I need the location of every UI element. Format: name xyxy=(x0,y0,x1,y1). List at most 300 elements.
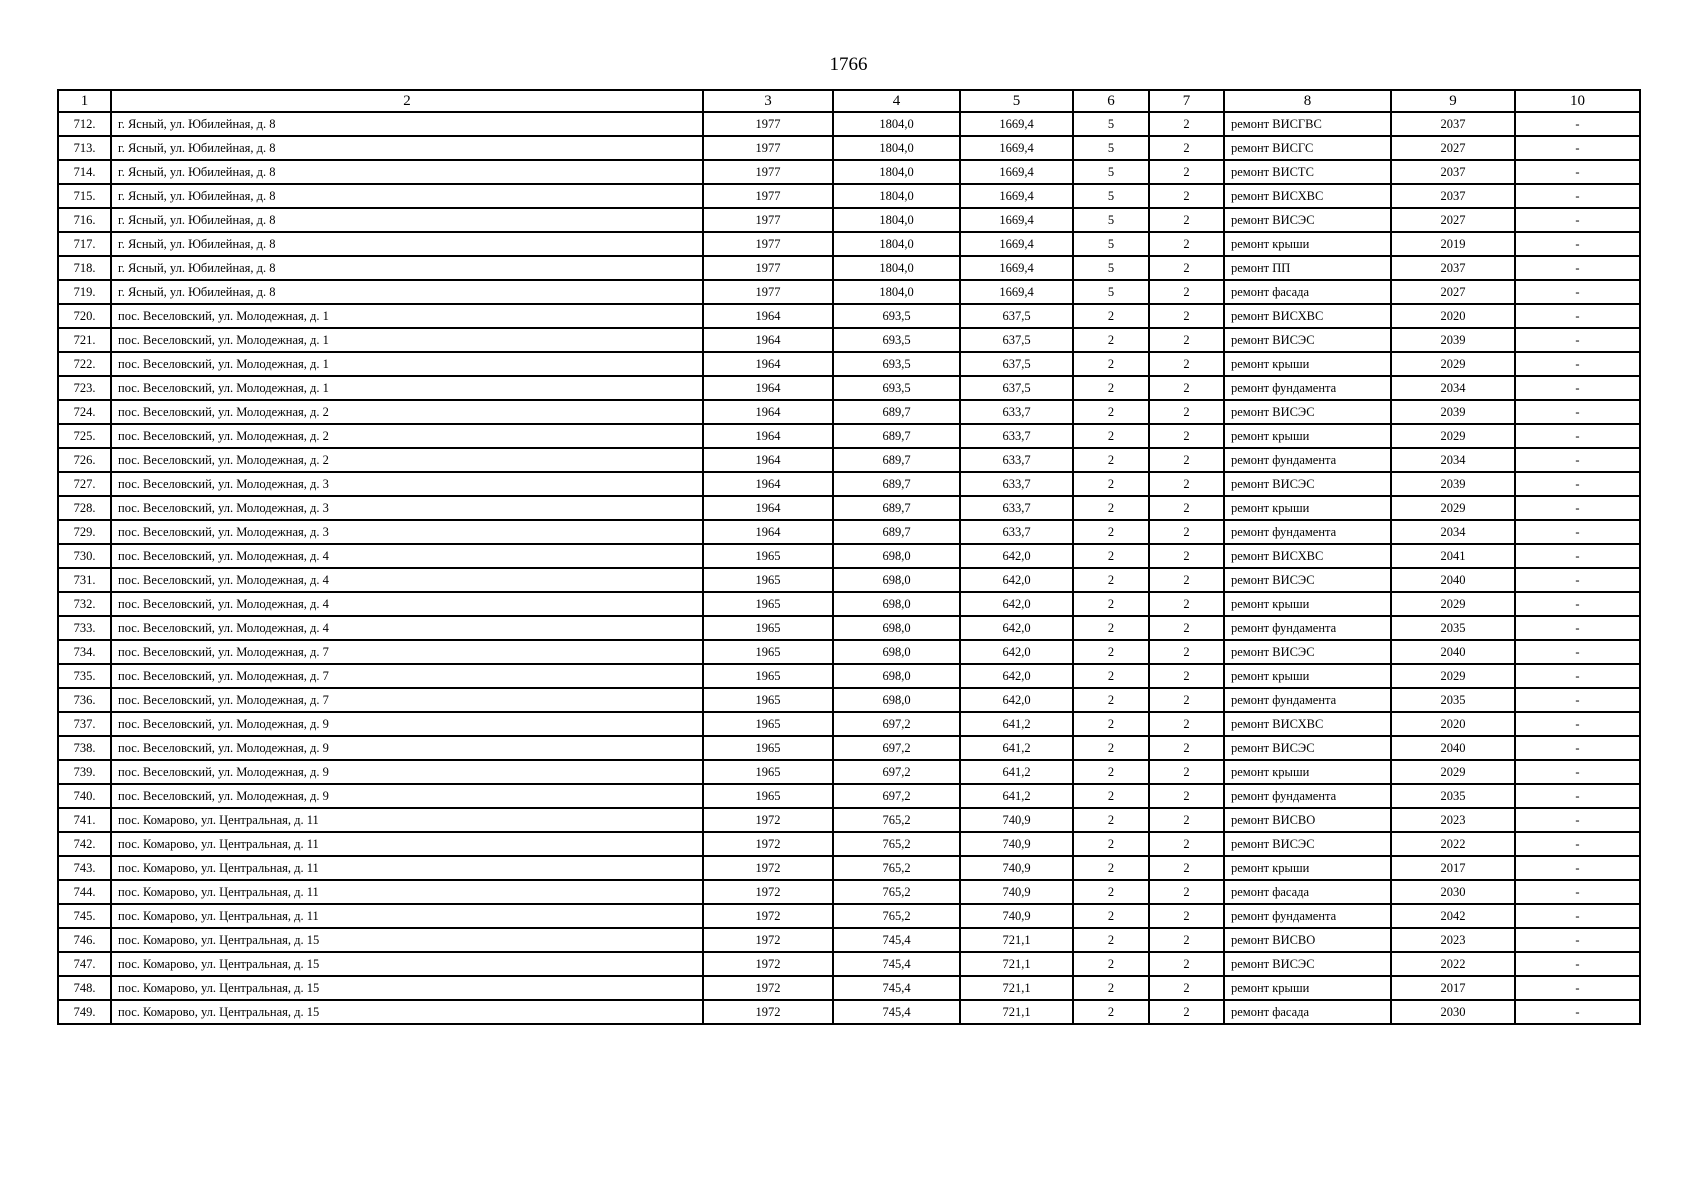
entrances-cell: 2 xyxy=(1149,1000,1224,1024)
planned-year-cell: 2035 xyxy=(1391,688,1515,712)
entrances-cell: 2 xyxy=(1149,616,1224,640)
row-number-cell: 730. xyxy=(58,544,111,568)
table-row xyxy=(58,904,1640,928)
total-area-cell: 689,7 xyxy=(833,424,960,448)
work-type-cell: ремонт ВИСЭС xyxy=(1224,952,1391,976)
year-built-cell: 1972 xyxy=(703,952,833,976)
entrances-cell: 2 xyxy=(1149,112,1224,136)
living-area-cell: 1669,4 xyxy=(960,208,1073,232)
floors-cell: 2 xyxy=(1073,808,1149,832)
year-built-cell: 1972 xyxy=(703,832,833,856)
note-cell: - xyxy=(1515,472,1640,496)
note-cell: - xyxy=(1515,784,1640,808)
planned-year-cell: 2029 xyxy=(1391,352,1515,376)
year-built-cell: 1965 xyxy=(703,736,833,760)
table-row xyxy=(58,568,1640,592)
year-built-cell: 1965 xyxy=(703,688,833,712)
entrances-cell: 2 xyxy=(1149,736,1224,760)
planned-year-cell: 2040 xyxy=(1391,736,1515,760)
floors-cell: 2 xyxy=(1073,448,1149,472)
table-row xyxy=(58,976,1640,1000)
note-cell: - xyxy=(1515,976,1640,1000)
repair-schedule-table xyxy=(57,89,1641,1025)
planned-year-cell: 2034 xyxy=(1391,448,1515,472)
floors-cell: 2 xyxy=(1073,856,1149,880)
total-area-cell: 765,2 xyxy=(833,880,960,904)
year-built-cell: 1965 xyxy=(703,640,833,664)
living-area-cell: 633,7 xyxy=(960,448,1073,472)
floors-cell: 2 xyxy=(1073,832,1149,856)
living-area-cell: 633,7 xyxy=(960,400,1073,424)
living-area-cell: 641,2 xyxy=(960,736,1073,760)
table-row xyxy=(58,424,1640,448)
work-type-cell: ремонт крыши xyxy=(1224,592,1391,616)
address-cell: пос. Веселовский, ул. Молодежная, д. 3 xyxy=(111,472,703,496)
entrances-cell: 2 xyxy=(1149,544,1224,568)
living-area-cell: 642,0 xyxy=(960,592,1073,616)
floors-cell: 2 xyxy=(1073,928,1149,952)
work-type-cell: ремонт крыши xyxy=(1224,856,1391,880)
row-number-cell: 729. xyxy=(58,520,111,544)
year-built-cell: 1965 xyxy=(703,712,833,736)
total-area-cell: 689,7 xyxy=(833,472,960,496)
living-area-cell: 637,5 xyxy=(960,352,1073,376)
living-area-cell: 740,9 xyxy=(960,856,1073,880)
floors-cell: 2 xyxy=(1073,760,1149,784)
living-area-cell: 633,7 xyxy=(960,520,1073,544)
note-cell: - xyxy=(1515,712,1640,736)
work-type-cell: ремонт ВИСЭС xyxy=(1224,640,1391,664)
work-type-cell: ремонт ВИСЭС xyxy=(1224,472,1391,496)
address-cell: г. Ясный, ул. Юбилейная, д. 8 xyxy=(111,280,703,304)
planned-year-cell: 2029 xyxy=(1391,496,1515,520)
floors-cell: 2 xyxy=(1073,880,1149,904)
year-built-cell: 1965 xyxy=(703,760,833,784)
work-type-cell: ремонт ВИСЭС xyxy=(1224,208,1391,232)
row-number-cell: 725. xyxy=(58,424,111,448)
planned-year-cell: 2030 xyxy=(1391,880,1515,904)
total-area-cell: 689,7 xyxy=(833,400,960,424)
living-area-cell: 1669,4 xyxy=(960,160,1073,184)
total-area-cell: 765,2 xyxy=(833,808,960,832)
note-cell: - xyxy=(1515,832,1640,856)
living-area-cell: 637,5 xyxy=(960,304,1073,328)
work-type-cell: ремонт ВИСХВС xyxy=(1224,544,1391,568)
table-row xyxy=(58,664,1640,688)
table-row xyxy=(58,256,1640,280)
planned-year-cell: 2035 xyxy=(1391,616,1515,640)
entrances-cell: 2 xyxy=(1149,208,1224,232)
floors-cell: 2 xyxy=(1073,784,1149,808)
living-area-cell: 1669,4 xyxy=(960,256,1073,280)
total-area-cell: 697,2 xyxy=(833,712,960,736)
work-type-cell: ремонт фасада xyxy=(1224,880,1391,904)
work-type-cell: ремонт фундамента xyxy=(1224,616,1391,640)
floors-cell: 2 xyxy=(1073,496,1149,520)
row-number-cell: 715. xyxy=(58,184,111,208)
note-cell: - xyxy=(1515,400,1640,424)
row-number-cell: 722. xyxy=(58,352,111,376)
row-number-cell: 720. xyxy=(58,304,111,328)
living-area-cell: 641,2 xyxy=(960,712,1073,736)
row-number-cell: 718. xyxy=(58,256,111,280)
planned-year-cell: 2035 xyxy=(1391,784,1515,808)
year-built-cell: 1965 xyxy=(703,568,833,592)
floors-cell: 5 xyxy=(1073,112,1149,136)
row-number-cell: 716. xyxy=(58,208,111,232)
table-row xyxy=(58,640,1640,664)
table-row xyxy=(58,352,1640,376)
living-area-cell: 642,0 xyxy=(960,568,1073,592)
note-cell: - xyxy=(1515,664,1640,688)
entrances-cell: 2 xyxy=(1149,952,1224,976)
address-cell: пос. Веселовский, ул. Молодежная, д. 3 xyxy=(111,496,703,520)
address-cell: пос. Комарово, ул. Центральная, д. 11 xyxy=(111,904,703,928)
table-row xyxy=(58,496,1640,520)
entrances-cell: 2 xyxy=(1149,280,1224,304)
planned-year-cell: 2040 xyxy=(1391,640,1515,664)
column-header: 9 xyxy=(1391,90,1515,112)
total-area-cell: 689,7 xyxy=(833,520,960,544)
table-row xyxy=(58,520,1640,544)
address-cell: пос. Комарово, ул. Центральная, д. 11 xyxy=(111,856,703,880)
table-row xyxy=(58,280,1640,304)
total-area-cell: 698,0 xyxy=(833,640,960,664)
total-area-cell: 745,4 xyxy=(833,1000,960,1024)
planned-year-cell: 2023 xyxy=(1391,928,1515,952)
total-area-cell: 745,4 xyxy=(833,952,960,976)
living-area-cell: 740,9 xyxy=(960,880,1073,904)
planned-year-cell: 2039 xyxy=(1391,472,1515,496)
table-row xyxy=(58,712,1640,736)
work-type-cell: ремонт фундамента xyxy=(1224,784,1391,808)
entrances-cell: 2 xyxy=(1149,760,1224,784)
entrances-cell: 2 xyxy=(1149,592,1224,616)
table-row xyxy=(58,472,1640,496)
address-cell: пос. Веселовский, ул. Молодежная, д. 1 xyxy=(111,376,703,400)
entrances-cell: 2 xyxy=(1149,352,1224,376)
table-row xyxy=(58,136,1640,160)
note-cell: - xyxy=(1515,184,1640,208)
row-number-cell: 740. xyxy=(58,784,111,808)
floors-cell: 2 xyxy=(1073,304,1149,328)
entrances-cell: 2 xyxy=(1149,256,1224,280)
planned-year-cell: 2017 xyxy=(1391,976,1515,1000)
entrances-cell: 2 xyxy=(1149,808,1224,832)
address-cell: пос. Веселовский, ул. Молодежная, д. 7 xyxy=(111,640,703,664)
planned-year-cell: 2029 xyxy=(1391,592,1515,616)
row-number-cell: 735. xyxy=(58,664,111,688)
total-area-cell: 1804,0 xyxy=(833,256,960,280)
living-area-cell: 641,2 xyxy=(960,784,1073,808)
row-number-cell: 724. xyxy=(58,400,111,424)
floors-cell: 5 xyxy=(1073,208,1149,232)
total-area-cell: 698,0 xyxy=(833,664,960,688)
living-area-cell: 740,9 xyxy=(960,904,1073,928)
row-number-cell: 749. xyxy=(58,1000,111,1024)
entrances-cell: 2 xyxy=(1149,568,1224,592)
address-cell: пос. Веселовский, ул. Молодежная, д. 2 xyxy=(111,400,703,424)
year-built-cell: 1977 xyxy=(703,112,833,136)
address-cell: г. Ясный, ул. Юбилейная, д. 8 xyxy=(111,136,703,160)
year-built-cell: 1972 xyxy=(703,808,833,832)
planned-year-cell: 2022 xyxy=(1391,952,1515,976)
table-row xyxy=(58,880,1640,904)
address-cell: пос. Комарово, ул. Центральная, д. 11 xyxy=(111,880,703,904)
floors-cell: 2 xyxy=(1073,976,1149,1000)
total-area-cell: 698,0 xyxy=(833,688,960,712)
floors-cell: 2 xyxy=(1073,376,1149,400)
table-row xyxy=(58,808,1640,832)
year-built-cell: 1965 xyxy=(703,616,833,640)
entrances-cell: 2 xyxy=(1149,232,1224,256)
living-area-cell: 721,1 xyxy=(960,976,1073,1000)
year-built-cell: 1972 xyxy=(703,880,833,904)
row-number-cell: 721. xyxy=(58,328,111,352)
year-built-cell: 1964 xyxy=(703,448,833,472)
row-number-cell: 742. xyxy=(58,832,111,856)
table-row xyxy=(58,376,1640,400)
note-cell: - xyxy=(1515,688,1640,712)
floors-cell: 2 xyxy=(1073,616,1149,640)
floors-cell: 2 xyxy=(1073,1000,1149,1024)
table-row xyxy=(58,784,1640,808)
work-type-cell: ремонт крыши xyxy=(1224,664,1391,688)
address-cell: пос. Веселовский, ул. Молодежная, д. 9 xyxy=(111,712,703,736)
total-area-cell: 689,7 xyxy=(833,496,960,520)
work-type-cell: ремонт крыши xyxy=(1224,232,1391,256)
table-row xyxy=(58,616,1640,640)
floors-cell: 5 xyxy=(1073,136,1149,160)
total-area-cell: 697,2 xyxy=(833,784,960,808)
planned-year-cell: 2034 xyxy=(1391,376,1515,400)
address-cell: пос. Веселовский, ул. Молодежная, д. 2 xyxy=(111,424,703,448)
year-built-cell: 1977 xyxy=(703,160,833,184)
year-built-cell: 1964 xyxy=(703,472,833,496)
column-header: 10 xyxy=(1515,90,1640,112)
floors-cell: 2 xyxy=(1073,952,1149,976)
work-type-cell: ремонт ВИСГС xyxy=(1224,136,1391,160)
total-area-cell: 693,5 xyxy=(833,352,960,376)
column-header: 1 xyxy=(58,90,111,112)
work-type-cell: ремонт ВИСХВС xyxy=(1224,304,1391,328)
entrances-cell: 2 xyxy=(1149,160,1224,184)
total-area-cell: 745,4 xyxy=(833,976,960,1000)
total-area-cell: 698,0 xyxy=(833,616,960,640)
entrances-cell: 2 xyxy=(1149,424,1224,448)
row-number-cell: 737. xyxy=(58,712,111,736)
page-number: 1766 xyxy=(829,54,868,75)
floors-cell: 2 xyxy=(1073,688,1149,712)
table-row xyxy=(58,760,1640,784)
total-area-cell: 1804,0 xyxy=(833,112,960,136)
year-built-cell: 1965 xyxy=(703,544,833,568)
row-number-cell: 734. xyxy=(58,640,111,664)
planned-year-cell: 2020 xyxy=(1391,304,1515,328)
row-number-cell: 744. xyxy=(58,880,111,904)
living-area-cell: 1669,4 xyxy=(960,184,1073,208)
row-number-cell: 733. xyxy=(58,616,111,640)
table-row xyxy=(58,400,1640,424)
note-cell: - xyxy=(1515,448,1640,472)
entrances-cell: 2 xyxy=(1149,832,1224,856)
address-cell: пос. Веселовский, ул. Молодежная, д. 4 xyxy=(111,568,703,592)
entrances-cell: 2 xyxy=(1149,520,1224,544)
table-row xyxy=(58,856,1640,880)
total-area-cell: 745,4 xyxy=(833,928,960,952)
work-type-cell: ремонт фундамента xyxy=(1224,688,1391,712)
planned-year-cell: 2039 xyxy=(1391,328,1515,352)
living-area-cell: 633,7 xyxy=(960,424,1073,448)
work-type-cell: ремонт ВИСХВС xyxy=(1224,184,1391,208)
note-cell: - xyxy=(1515,544,1640,568)
address-cell: пос. Комарово, ул. Центральная, д. 15 xyxy=(111,952,703,976)
column-header: 3 xyxy=(703,90,833,112)
floors-cell: 2 xyxy=(1073,592,1149,616)
entrances-cell: 2 xyxy=(1149,376,1224,400)
year-built-cell: 1972 xyxy=(703,856,833,880)
row-number-cell: 728. xyxy=(58,496,111,520)
note-cell: - xyxy=(1515,232,1640,256)
total-area-cell: 693,5 xyxy=(833,304,960,328)
work-type-cell: ремонт ВИСЭС xyxy=(1224,568,1391,592)
table-body xyxy=(58,112,1640,1024)
table-row xyxy=(58,232,1640,256)
note-cell: - xyxy=(1515,160,1640,184)
total-area-cell: 765,2 xyxy=(833,832,960,856)
planned-year-cell: 2027 xyxy=(1391,136,1515,160)
entrances-cell: 2 xyxy=(1149,928,1224,952)
planned-year-cell: 2029 xyxy=(1391,760,1515,784)
year-built-cell: 1964 xyxy=(703,328,833,352)
entrances-cell: 2 xyxy=(1149,976,1224,1000)
entrances-cell: 2 xyxy=(1149,136,1224,160)
row-number-cell: 714. xyxy=(58,160,111,184)
address-cell: г. Ясный, ул. Юбилейная, д. 8 xyxy=(111,256,703,280)
total-area-cell: 697,2 xyxy=(833,736,960,760)
note-cell: - xyxy=(1515,640,1640,664)
table-row xyxy=(58,688,1640,712)
year-built-cell: 1964 xyxy=(703,496,833,520)
table-row xyxy=(58,112,1640,136)
living-area-cell: 633,7 xyxy=(960,472,1073,496)
total-area-cell: 698,0 xyxy=(833,592,960,616)
year-built-cell: 1972 xyxy=(703,976,833,1000)
row-number-cell: 747. xyxy=(58,952,111,976)
note-cell: - xyxy=(1515,568,1640,592)
work-type-cell: ремонт ВИСВО xyxy=(1224,808,1391,832)
address-cell: пос. Веселовский, ул. Молодежная, д. 3 xyxy=(111,520,703,544)
note-cell: - xyxy=(1515,760,1640,784)
entrances-cell: 2 xyxy=(1149,640,1224,664)
address-cell: пос. Веселовский, ул. Молодежная, д. 1 xyxy=(111,352,703,376)
year-built-cell: 1965 xyxy=(703,664,833,688)
planned-year-cell: 2023 xyxy=(1391,808,1515,832)
row-number-cell: 726. xyxy=(58,448,111,472)
table-row xyxy=(58,208,1640,232)
total-area-cell: 698,0 xyxy=(833,568,960,592)
floors-cell: 2 xyxy=(1073,424,1149,448)
living-area-cell: 642,0 xyxy=(960,640,1073,664)
planned-year-cell: 2029 xyxy=(1391,424,1515,448)
living-area-cell: 637,5 xyxy=(960,376,1073,400)
planned-year-cell: 2029 xyxy=(1391,664,1515,688)
address-cell: пос. Веселовский, ул. Молодежная, д. 7 xyxy=(111,664,703,688)
planned-year-cell: 2037 xyxy=(1391,160,1515,184)
address-cell: пос. Веселовский, ул. Молодежная, д. 1 xyxy=(111,304,703,328)
entrances-cell: 2 xyxy=(1149,664,1224,688)
year-built-cell: 1964 xyxy=(703,400,833,424)
total-area-cell: 765,2 xyxy=(833,856,960,880)
note-cell: - xyxy=(1515,928,1640,952)
floors-cell: 2 xyxy=(1073,520,1149,544)
entrances-cell: 2 xyxy=(1149,472,1224,496)
living-area-cell: 721,1 xyxy=(960,1000,1073,1024)
column-header: 2 xyxy=(111,90,703,112)
living-area-cell: 1669,4 xyxy=(960,232,1073,256)
work-type-cell: ремонт крыши xyxy=(1224,424,1391,448)
address-cell: пос. Веселовский, ул. Молодежная, д. 4 xyxy=(111,616,703,640)
floors-cell: 2 xyxy=(1073,352,1149,376)
total-area-cell: 689,7 xyxy=(833,448,960,472)
work-type-cell: ремонт крыши xyxy=(1224,760,1391,784)
total-area-cell: 1804,0 xyxy=(833,280,960,304)
planned-year-cell: 2022 xyxy=(1391,832,1515,856)
year-built-cell: 1964 xyxy=(703,376,833,400)
floors-cell: 2 xyxy=(1073,736,1149,760)
living-area-cell: 642,0 xyxy=(960,688,1073,712)
living-area-cell: 721,1 xyxy=(960,952,1073,976)
note-cell: - xyxy=(1515,520,1640,544)
work-type-cell: ремонт крыши xyxy=(1224,976,1391,1000)
row-number-cell: 738. xyxy=(58,736,111,760)
row-number-cell: 748. xyxy=(58,976,111,1000)
floors-cell: 5 xyxy=(1073,280,1149,304)
address-cell: пос. Веселовский, ул. Молодежная, д. 2 xyxy=(111,448,703,472)
planned-year-cell: 2019 xyxy=(1391,232,1515,256)
living-area-cell: 1669,4 xyxy=(960,112,1073,136)
table-row xyxy=(58,1000,1640,1024)
note-cell: - xyxy=(1515,952,1640,976)
total-area-cell: 765,2 xyxy=(833,904,960,928)
year-built-cell: 1964 xyxy=(703,304,833,328)
year-built-cell: 1964 xyxy=(703,520,833,544)
work-type-cell: ремонт ВИСГВС xyxy=(1224,112,1391,136)
table-row xyxy=(58,544,1640,568)
year-built-cell: 1964 xyxy=(703,352,833,376)
work-type-cell: ремонт крыши xyxy=(1224,496,1391,520)
table-row xyxy=(58,328,1640,352)
work-type-cell: ремонт ВИСТС xyxy=(1224,160,1391,184)
floors-cell: 5 xyxy=(1073,184,1149,208)
row-number-cell: 727. xyxy=(58,472,111,496)
address-cell: пос. Комарово, ул. Центральная, д. 11 xyxy=(111,808,703,832)
note-cell: - xyxy=(1515,616,1640,640)
address-cell: пос. Веселовский, ул. Молодежная, д. 9 xyxy=(111,736,703,760)
table-row xyxy=(58,184,1640,208)
note-cell: - xyxy=(1515,1000,1640,1024)
note-cell: - xyxy=(1515,280,1640,304)
living-area-cell: 1669,4 xyxy=(960,136,1073,160)
row-number-cell: 731. xyxy=(58,568,111,592)
planned-year-cell: 2037 xyxy=(1391,112,1515,136)
address-cell: пос. Веселовский, ул. Молодежная, д. 4 xyxy=(111,592,703,616)
row-number-cell: 741. xyxy=(58,808,111,832)
year-built-cell: 1977 xyxy=(703,280,833,304)
entrances-cell: 2 xyxy=(1149,688,1224,712)
row-number-cell: 739. xyxy=(58,760,111,784)
work-type-cell: ремонт ПП xyxy=(1224,256,1391,280)
